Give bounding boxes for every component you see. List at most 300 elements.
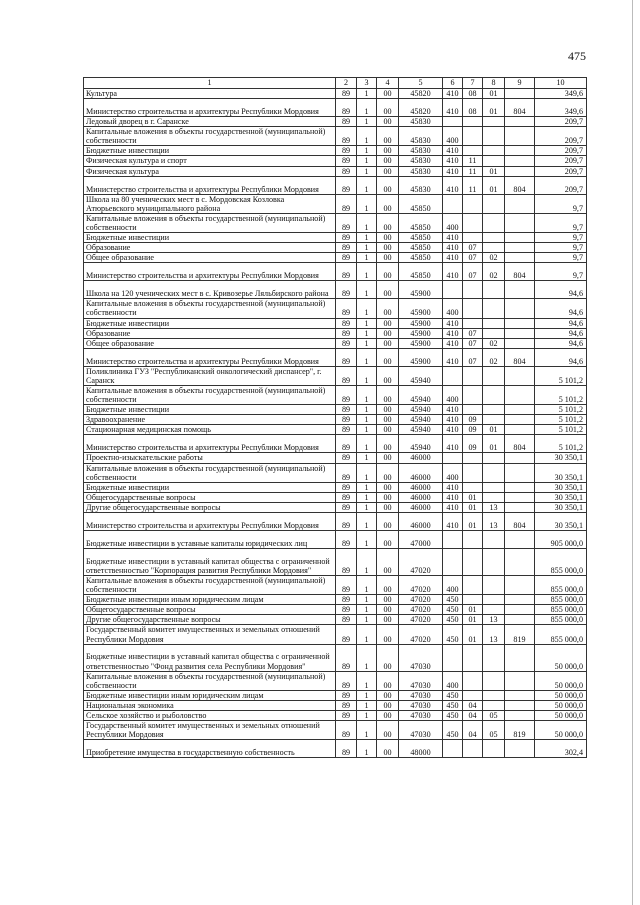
row-name-cell: Министерство строительства и архитектуры Республики Мордовия: [84, 513, 336, 531]
row-code-cell: 47000: [399, 531, 443, 549]
row-code-cell: [483, 385, 505, 404]
row-code-cell: 00: [377, 453, 399, 463]
row-code-cell: 89: [336, 146, 357, 156]
row-code-cell: [483, 405, 505, 415]
row-code-cell: 89: [336, 671, 357, 690]
header-cell: 10: [535, 78, 587, 89]
row-amount-cell: 50 000,0: [535, 721, 587, 740]
row-code-cell: [505, 690, 535, 700]
row-code-cell: 00: [377, 405, 399, 415]
row-code-cell: 400: [443, 671, 463, 690]
row-amount-cell: 905 000,0: [535, 531, 587, 549]
row-code-cell: [483, 117, 505, 127]
row-code-cell: 04: [463, 711, 483, 721]
row-name-cell: Стационарная медицинская помощь: [84, 425, 336, 435]
row-code-cell: 1: [357, 531, 377, 549]
row-code-cell: 00: [377, 502, 399, 512]
row-code-cell: 89: [336, 213, 357, 232]
table-row: [84, 482, 587, 492]
row-code-cell: [505, 253, 535, 263]
row-code-cell: 46000: [399, 463, 443, 482]
row-code-cell: 00: [377, 513, 399, 531]
row-code-cell: [505, 700, 535, 710]
row-name-cell: Бюджетные инвестиции в уставный капитал общества с ограниченной ответственностью "Корпорация развития Республики Мордовия": [84, 549, 336, 576]
row-code-cell: 45830: [399, 127, 443, 146]
table-row: [84, 156, 587, 166]
row-code-cell: 01: [483, 425, 505, 435]
row-amount-cell: 9,7: [535, 263, 587, 281]
row-code-cell: 1: [357, 721, 377, 740]
row-code-cell: 1: [357, 405, 377, 415]
row-code-cell: 89: [336, 166, 357, 176]
row-code-cell: 89: [336, 435, 357, 453]
row-name-cell: Культура: [84, 89, 336, 99]
row-code-cell: 400: [443, 576, 463, 595]
row-code-cell: [483, 318, 505, 328]
row-code-cell: 45850: [399, 233, 443, 243]
row-amount-cell: 302,4: [535, 740, 587, 758]
table-row: [84, 463, 587, 482]
row-code-cell: 1: [357, 711, 377, 721]
row-code-cell: 45940: [399, 415, 443, 425]
row-code-cell: 89: [336, 405, 357, 415]
row-code-cell: [505, 338, 535, 348]
row-code-cell: 1: [357, 127, 377, 146]
row-amount-cell: 5 101,2: [535, 405, 587, 415]
row-name-cell: Физическая культура: [84, 166, 336, 176]
row-name-cell: Поликлиника ГУЗ "Республиканский онкологический диспансер", г. Саранск: [84, 366, 336, 385]
row-code-cell: 89: [336, 233, 357, 243]
row-name-cell: Капитальные вложения в объекты государственной (муниципальной) собственности: [84, 463, 336, 482]
row-code-cell: 89: [336, 385, 357, 404]
table-row: [84, 605, 587, 615]
row-name-cell: Бюджетные инвестиции в уставные капиталы юридических лиц: [84, 531, 336, 549]
row-code-cell: 1: [357, 385, 377, 404]
row-code-cell: [505, 213, 535, 232]
row-amount-cell: 9,7: [535, 194, 587, 213]
row-code-cell: [505, 117, 535, 127]
row-name-cell: Образование: [84, 243, 336, 253]
row-amount-cell: 50 000,0: [535, 644, 587, 671]
row-code-cell: 410: [443, 502, 463, 512]
row-code-cell: 410: [443, 176, 463, 194]
row-name-cell: Образование: [84, 328, 336, 338]
row-code-cell: 450: [443, 605, 463, 615]
row-code-cell: [505, 366, 535, 385]
row-code-cell: [505, 328, 535, 338]
row-code-cell: 01: [463, 615, 483, 625]
row-code-cell: 804: [505, 176, 535, 194]
row-code-cell: 00: [377, 690, 399, 700]
table-row: [84, 595, 587, 605]
row-code-cell: [505, 531, 535, 549]
row-code-cell: 819: [505, 625, 535, 644]
row-code-cell: 00: [377, 281, 399, 299]
row-code-cell: 89: [336, 366, 357, 385]
row-code-cell: 1: [357, 348, 377, 366]
row-code-cell: [483, 740, 505, 758]
row-code-cell: 01: [483, 435, 505, 453]
row-amount-cell: 94,6: [535, 328, 587, 338]
row-code-cell: 00: [377, 318, 399, 328]
row-code-cell: 07: [463, 338, 483, 348]
row-code-cell: 45820: [399, 89, 443, 99]
row-code-cell: 00: [377, 615, 399, 625]
row-code-cell: [483, 644, 505, 671]
row-amount-cell: 50 000,0: [535, 711, 587, 721]
table-row: [84, 299, 587, 318]
row-code-cell: 804: [505, 513, 535, 531]
row-code-cell: 410: [443, 338, 463, 348]
budget-table: [83, 77, 587, 758]
row-code-cell: 400: [443, 463, 463, 482]
row-code-cell: 00: [377, 348, 399, 366]
row-code-cell: [505, 281, 535, 299]
scan-edge-line: [632, 0, 633, 905]
row-amount-cell: 30 350,1: [535, 482, 587, 492]
row-code-cell: [463, 213, 483, 232]
row-code-cell: 00: [377, 671, 399, 690]
row-code-cell: [443, 549, 463, 576]
row-code-cell: 02: [483, 263, 505, 281]
header-cell: 4: [377, 78, 399, 89]
row-code-cell: 11: [463, 166, 483, 176]
row-code-cell: [443, 194, 463, 213]
row-code-cell: 07: [463, 253, 483, 263]
table-row: [84, 549, 587, 576]
row-code-cell: 47020: [399, 576, 443, 595]
row-amount-cell: 855 000,0: [535, 605, 587, 615]
row-code-cell: 00: [377, 740, 399, 758]
row-code-cell: 1: [357, 615, 377, 625]
row-code-cell: [505, 166, 535, 176]
row-code-cell: 1: [357, 605, 377, 615]
table-row: [84, 502, 587, 512]
row-code-cell: [505, 605, 535, 615]
table-row: [84, 435, 587, 453]
row-code-cell: [463, 146, 483, 156]
row-code-cell: 1: [357, 549, 377, 576]
row-amount-cell: 5 101,2: [535, 425, 587, 435]
row-code-cell: 1: [357, 425, 377, 435]
row-code-cell: [483, 366, 505, 385]
row-code-cell: 1: [357, 243, 377, 253]
row-code-cell: 89: [336, 740, 357, 758]
row-code-cell: 1: [357, 263, 377, 281]
row-code-cell: 89: [336, 253, 357, 263]
row-code-cell: 00: [377, 385, 399, 404]
row-code-cell: [483, 243, 505, 253]
row-code-cell: 89: [336, 117, 357, 127]
row-code-cell: [505, 453, 535, 463]
row-amount-cell: 209,7: [535, 146, 587, 156]
row-code-cell: 02: [483, 338, 505, 348]
row-name-cell: Бюджетные инвестиции иным юридическим лицам: [84, 595, 336, 605]
row-code-cell: 46000: [399, 482, 443, 492]
row-code-cell: 1: [357, 576, 377, 595]
row-amount-cell: 855 000,0: [535, 615, 587, 625]
row-code-cell: 89: [336, 453, 357, 463]
row-code-cell: 410: [443, 328, 463, 338]
row-name-cell: Капитальные вложения в объекты государственной (муниципальной) собственности: [84, 213, 336, 232]
row-code-cell: [463, 281, 483, 299]
row-code-cell: 00: [377, 127, 399, 146]
row-amount-cell: 30 350,1: [535, 463, 587, 482]
row-code-cell: [505, 425, 535, 435]
row-code-cell: 00: [377, 531, 399, 549]
row-code-cell: [483, 299, 505, 318]
header-cell: 6: [443, 78, 463, 89]
row-name-cell: Общегосударственные вопросы: [84, 492, 336, 502]
row-code-cell: [463, 127, 483, 146]
row-amount-cell: 855 000,0: [535, 549, 587, 576]
table-row: [84, 615, 587, 625]
row-name-cell: Государственный комитет имущественных и земельных отношений Республики Мордовия: [84, 625, 336, 644]
row-amount-cell: 5 101,2: [535, 366, 587, 385]
table-row: [84, 644, 587, 671]
row-code-cell: 1: [357, 644, 377, 671]
row-code-cell: 89: [336, 549, 357, 576]
row-code-cell: 1: [357, 299, 377, 318]
row-code-cell: 1: [357, 89, 377, 99]
row-code-cell: [463, 595, 483, 605]
row-code-cell: 410: [443, 318, 463, 328]
row-code-cell: [505, 385, 535, 404]
row-code-cell: 1: [357, 415, 377, 425]
row-code-cell: 89: [336, 531, 357, 549]
row-code-cell: [443, 281, 463, 299]
row-code-cell: 1: [357, 463, 377, 482]
row-name-cell: Государственный комитет имущественных и земельных отношений Республики Мордовия: [84, 721, 336, 740]
row-code-cell: 47020: [399, 615, 443, 625]
row-amount-cell: 5 101,2: [535, 415, 587, 425]
row-amount-cell: 50 000,0: [535, 690, 587, 700]
row-amount-cell: 94,6: [535, 338, 587, 348]
row-name-cell: Бюджетные инвестиции иным юридическим лицам: [84, 690, 336, 700]
row-code-cell: 804: [505, 435, 535, 453]
row-code-cell: 89: [336, 513, 357, 531]
table-row: [84, 405, 587, 415]
row-code-cell: 00: [377, 117, 399, 127]
row-code-cell: 1: [357, 213, 377, 232]
row-code-cell: 400: [443, 213, 463, 232]
row-code-cell: 804: [505, 99, 535, 117]
row-name-cell: Капитальные вложения в объекты государственной (муниципальной) собственности: [84, 576, 336, 595]
row-code-cell: [505, 299, 535, 318]
row-code-cell: 1: [357, 366, 377, 385]
row-code-cell: [483, 127, 505, 146]
row-code-cell: 410: [443, 263, 463, 281]
row-name-cell: Бюджетные инвестиции в уставный капитал общества с ограниченной ответственностью "Фонд развития села Республики Мордовия": [84, 644, 336, 671]
row-code-cell: 45900: [399, 338, 443, 348]
row-code-cell: 89: [336, 318, 357, 328]
row-amount-cell: 50 000,0: [535, 700, 587, 710]
row-code-cell: 89: [336, 576, 357, 595]
header-cell: 5: [399, 78, 443, 89]
row-code-cell: 45850: [399, 213, 443, 232]
row-code-cell: 410: [443, 99, 463, 117]
row-code-cell: 45900: [399, 328, 443, 338]
table-row: [84, 711, 587, 721]
row-code-cell: 45850: [399, 253, 443, 263]
table-row: [84, 117, 587, 127]
row-code-cell: 09: [463, 435, 483, 453]
row-code-cell: 00: [377, 99, 399, 117]
row-code-cell: [483, 576, 505, 595]
row-code-cell: 00: [377, 176, 399, 194]
row-code-cell: 89: [336, 690, 357, 700]
row-code-cell: 45940: [399, 435, 443, 453]
row-code-cell: 1: [357, 117, 377, 127]
row-code-cell: 89: [336, 644, 357, 671]
row-name-cell: Другие общегосударственные вопросы: [84, 502, 336, 512]
row-amount-cell: 209,7: [535, 117, 587, 127]
row-code-cell: [483, 194, 505, 213]
row-code-cell: 89: [336, 281, 357, 299]
row-code-cell: 13: [483, 513, 505, 531]
row-code-cell: 13: [483, 502, 505, 512]
row-code-cell: 1: [357, 253, 377, 263]
row-code-cell: [463, 482, 483, 492]
row-code-cell: 00: [377, 338, 399, 348]
row-code-cell: 89: [336, 615, 357, 625]
row-code-cell: [463, 405, 483, 415]
row-code-cell: 04: [463, 721, 483, 740]
row-code-cell: 400: [443, 299, 463, 318]
row-code-cell: 89: [336, 156, 357, 166]
row-code-cell: 450: [443, 721, 463, 740]
row-amount-cell: 30 350,1: [535, 492, 587, 502]
row-code-cell: [505, 711, 535, 721]
row-name-cell: Национальная экономика: [84, 700, 336, 710]
row-code-cell: 1: [357, 146, 377, 156]
row-code-cell: 450: [443, 690, 463, 700]
row-amount-cell: 349,6: [535, 99, 587, 117]
row-name-cell: Проектно-изыскательские работы: [84, 453, 336, 463]
row-code-cell: 1: [357, 194, 377, 213]
row-amount-cell: 9,7: [535, 213, 587, 232]
row-amount-cell: 209,7: [535, 156, 587, 166]
row-code-cell: 89: [336, 595, 357, 605]
row-code-cell: 1: [357, 595, 377, 605]
row-code-cell: 00: [377, 605, 399, 615]
header-cell: 9: [505, 78, 535, 89]
row-amount-cell: 9,7: [535, 253, 587, 263]
row-code-cell: 1: [357, 492, 377, 502]
row-code-cell: [483, 492, 505, 502]
row-code-cell: 00: [377, 263, 399, 281]
row-code-cell: 00: [377, 146, 399, 156]
row-code-cell: 45900: [399, 281, 443, 299]
row-amount-cell: 855 000,0: [535, 625, 587, 644]
row-code-cell: 45850: [399, 194, 443, 213]
row-code-cell: 450: [443, 615, 463, 625]
table-row: [84, 576, 587, 595]
row-code-cell: [505, 671, 535, 690]
header-cell: 1: [84, 78, 336, 89]
row-code-cell: 00: [377, 299, 399, 318]
row-code-cell: [505, 156, 535, 166]
row-code-cell: 13: [483, 615, 505, 625]
row-code-cell: [505, 405, 535, 415]
row-code-cell: 46000: [399, 492, 443, 502]
row-code-cell: 00: [377, 576, 399, 595]
header-cell: 8: [483, 78, 505, 89]
row-code-cell: [463, 299, 483, 318]
row-code-cell: [505, 194, 535, 213]
table-row: [84, 253, 587, 263]
row-code-cell: 00: [377, 366, 399, 385]
row-code-cell: 45830: [399, 117, 443, 127]
row-amount-cell: 94,6: [535, 318, 587, 328]
row-code-cell: [505, 463, 535, 482]
row-amount-cell: 349,6: [535, 89, 587, 99]
row-code-cell: 1: [357, 176, 377, 194]
row-code-cell: 410: [443, 166, 463, 176]
row-code-cell: 45940: [399, 425, 443, 435]
row-amount-cell: 9,7: [535, 233, 587, 243]
row-code-cell: 89: [336, 502, 357, 512]
row-code-cell: 00: [377, 415, 399, 425]
row-code-cell: 450: [443, 625, 463, 644]
row-code-cell: 05: [483, 711, 505, 721]
row-code-cell: 01: [463, 502, 483, 512]
table-row: [84, 700, 587, 710]
row-code-cell: 89: [336, 263, 357, 281]
row-code-cell: 89: [336, 127, 357, 146]
row-name-cell: Здравоохранение: [84, 415, 336, 425]
row-code-cell: [443, 740, 463, 758]
row-code-cell: [463, 117, 483, 127]
row-code-cell: 45850: [399, 243, 443, 253]
row-amount-cell: 94,6: [535, 299, 587, 318]
row-code-cell: 45900: [399, 299, 443, 318]
table-row: [84, 740, 587, 758]
row-name-cell: Общегосударственные вопросы: [84, 605, 336, 615]
row-code-cell: [483, 463, 505, 482]
row-code-cell: [463, 463, 483, 482]
row-code-cell: 89: [336, 194, 357, 213]
row-code-cell: 89: [336, 338, 357, 348]
row-name-cell: Общее образование: [84, 338, 336, 348]
row-code-cell: 410: [443, 415, 463, 425]
row-code-cell: 07: [463, 263, 483, 281]
row-code-cell: 07: [463, 243, 483, 253]
row-code-cell: 00: [377, 700, 399, 710]
row-code-cell: 07: [463, 328, 483, 338]
row-name-cell: Общее образование: [84, 253, 336, 263]
row-name-cell: Сельское хозяйство и рыболовство: [84, 711, 336, 721]
row-code-cell: 00: [377, 213, 399, 232]
row-code-cell: 1: [357, 338, 377, 348]
table-row: [84, 425, 587, 435]
row-code-cell: 01: [483, 166, 505, 176]
row-code-cell: 47030: [399, 711, 443, 721]
row-code-cell: 89: [336, 492, 357, 502]
row-code-cell: [505, 644, 535, 671]
row-code-cell: 09: [463, 425, 483, 435]
table-row: [84, 348, 587, 366]
row-code-cell: [463, 385, 483, 404]
row-name-cell: Капитальные вложения в объекты государственной (муниципальной) собственности: [84, 385, 336, 404]
row-code-cell: 47020: [399, 625, 443, 644]
row-code-cell: [505, 318, 535, 328]
row-code-cell: 1: [357, 233, 377, 243]
row-code-cell: 89: [336, 89, 357, 99]
row-code-cell: 01: [483, 176, 505, 194]
table-row: [84, 690, 587, 700]
row-code-cell: 1: [357, 513, 377, 531]
